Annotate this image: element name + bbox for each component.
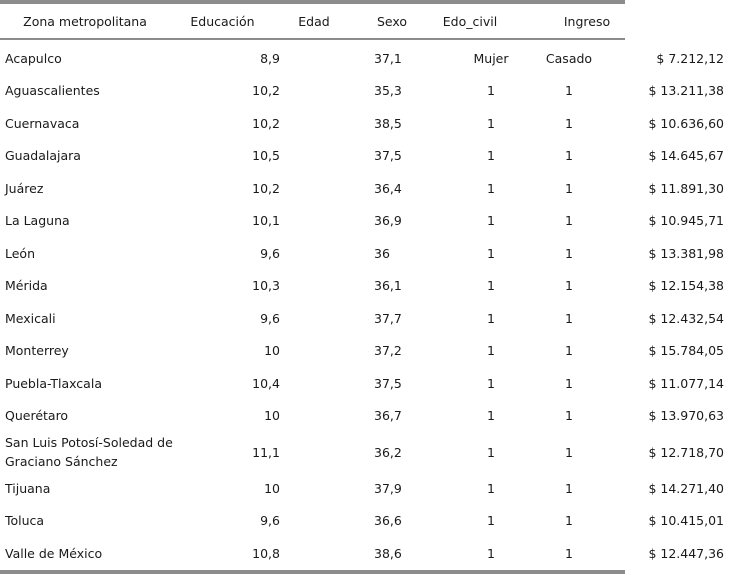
cell-age: 37,5 (374, 148, 402, 164)
cell-income: $ 13.381,98 (648, 245, 724, 261)
cell-sex: 1 (487, 148, 495, 164)
table-row (0, 302, 748, 335)
cell-civil-status: 1 (565, 375, 573, 391)
cell-sex: 1 (487, 83, 495, 99)
cell-education: 10,8 (252, 545, 280, 561)
cell-age: 37,1 (374, 50, 402, 66)
cell-civil-status: 1 (565, 513, 573, 529)
zone-label: Toluca (5, 513, 45, 529)
cell-zone (0, 537, 175, 570)
zone-label: Cuernavaca (5, 115, 80, 131)
cell-zone (0, 367, 175, 400)
cell-civil-status: 1 (565, 343, 573, 359)
table-row (0, 367, 748, 400)
table-row (0, 237, 748, 270)
cell-age: 36,1 (374, 278, 402, 294)
cell-civil-status: 1 (565, 115, 573, 131)
header-sex: Sexo (376, 13, 408, 29)
table-row (0, 75, 748, 108)
cell-civil-status: 1 (565, 83, 573, 99)
cell-sex: 1 (487, 545, 495, 561)
cell-age: 36,4 (374, 180, 402, 196)
cell-civil-status: 1 (565, 180, 573, 196)
cell-civil-status: 1 (565, 213, 573, 229)
zone-label: Guadalajara (5, 148, 81, 164)
table-row (0, 537, 748, 570)
cell-zone (0, 302, 175, 335)
cell-age: 37,2 (374, 343, 402, 359)
cell-education: 10,5 (252, 148, 280, 164)
cell-income: $ 12.154,38 (648, 278, 724, 294)
cell-sex: 1 (487, 444, 495, 460)
zone-label: Mérida (5, 278, 48, 294)
cell-education: 10,3 (252, 278, 280, 294)
cell-income: $ 14.271,40 (648, 480, 724, 496)
table-row (0, 270, 748, 303)
cell-education: 10,2 (252, 115, 280, 131)
cell-education: 10 (264, 343, 280, 359)
cell-age: 37,7 (374, 310, 402, 326)
cell-income: $ 12.447,36 (648, 545, 724, 561)
table-body (0, 40, 748, 570)
cell-income: $ 10.415,01 (648, 513, 724, 529)
header-income: Ingreso (563, 13, 611, 29)
zone-label: Juárez (5, 180, 44, 196)
cell-zone (0, 335, 175, 368)
cell-education: 11,1 (252, 444, 280, 460)
table-row (0, 335, 748, 368)
cell-age: 36 (374, 245, 390, 261)
metro-zone-table (0, 4, 645, 38)
cell-education: 9,6 (260, 310, 280, 326)
zone-label: La Laguna (5, 213, 70, 229)
cell-zone (0, 432, 175, 472)
cell-income: $ 12.432,54 (648, 310, 724, 326)
cell-civil-status: 1 (565, 545, 573, 561)
table-row (0, 432, 748, 472)
cell-education: 10,2 (252, 83, 280, 99)
header-civil-status: Edo_civil (442, 13, 498, 29)
zone-label: Tijuana (5, 480, 51, 496)
cell-zone (0, 270, 175, 303)
cell-zone (0, 400, 175, 433)
cell-sex: 1 (487, 375, 495, 391)
cell-income: $ 12.718,70 (648, 444, 724, 460)
metro-zone-table-body (0, 40, 748, 570)
cell-sex: 1 (487, 213, 495, 229)
zone-label: Mexicali (5, 310, 56, 326)
cell-age: 37,9 (374, 480, 402, 496)
cell-education: 10,4 (252, 375, 280, 391)
cell-zone (0, 505, 175, 538)
cell-age: 36,7 (374, 408, 402, 424)
cell-zone (0, 237, 175, 270)
cell-education: 9,6 (260, 245, 280, 261)
zone-label: San Luis Potosí-Soledad de Graciano Sánchez (5, 435, 173, 469)
cell-income: $ 10.945,71 (648, 213, 724, 229)
cell-civil-status: 1 (565, 310, 573, 326)
cell-age: 35,3 (374, 83, 402, 99)
cell-age: 36,9 (374, 213, 402, 229)
zone-label: Monterrey (5, 343, 69, 359)
cell-education: 10,2 (252, 180, 280, 196)
table-row (0, 205, 748, 238)
cell-education: 10 (264, 408, 280, 424)
cell-income: $ 10.636,60 (648, 115, 724, 131)
cell-sex: Mujer (473, 50, 509, 66)
table-row (0, 140, 748, 173)
header-zone: Zona metropolitana (23, 13, 147, 29)
cell-zone (0, 75, 175, 108)
zone-label: Aguascalientes (5, 83, 100, 99)
cell-zone (0, 140, 175, 173)
cell-zone (0, 472, 175, 505)
cell-sex: 1 (487, 513, 495, 529)
table-bottom-rule (0, 570, 625, 574)
cell-age: 37,5 (374, 375, 402, 391)
cell-income: $ 13.211,38 (648, 83, 724, 99)
table-row (0, 172, 748, 205)
cell-civil-status: 1 (565, 148, 573, 164)
cell-civil-status: 1 (565, 278, 573, 294)
cell-zone (0, 205, 175, 238)
cell-sex: 1 (487, 180, 495, 196)
cell-sex: 1 (487, 245, 495, 261)
cell-education: 8,9 (260, 50, 280, 66)
cell-civil-status: 1 (565, 444, 573, 460)
zone-label: Valle de México (5, 545, 103, 561)
header-age: Edad (298, 13, 330, 29)
table-header (0, 4, 645, 38)
zone-label: Querétaro (5, 408, 69, 424)
cell-income: $ 15.784,05 (648, 343, 724, 359)
cell-income: $ 13.970,63 (648, 408, 724, 424)
cell-income: $ 11.077,14 (648, 375, 724, 391)
cell-civil-status: Casado (545, 50, 593, 66)
cell-age: 38,6 (374, 545, 402, 561)
cell-civil-status: 1 (565, 245, 573, 261)
header-education: Educación (190, 13, 255, 29)
cell-sex: 1 (487, 343, 495, 359)
cell-education: 9,6 (260, 513, 280, 529)
cell-income: $ 11.891,30 (648, 180, 724, 196)
header-row (0, 4, 645, 38)
cell-sex: 1 (487, 408, 495, 424)
table-row (0, 40, 748, 75)
table-row (0, 472, 748, 505)
cell-age: 38,5 (374, 115, 402, 131)
cell-civil-status: 1 (565, 480, 573, 496)
cell-sex: 1 (487, 310, 495, 326)
cell-education: 10,1 (252, 213, 280, 229)
cell-civil-status: 1 (565, 408, 573, 424)
cell-sex: 1 (487, 480, 495, 496)
cell-zone (0, 40, 175, 75)
cell-zone (0, 107, 175, 140)
zone-label: Acapulco (5, 50, 62, 66)
cell-income: $ 14.645,67 (648, 148, 724, 164)
cell-age: 36,2 (374, 444, 402, 460)
cell-income: $ 7.212,12 (656, 50, 724, 66)
cell-sex: 1 (487, 115, 495, 131)
zone-label: León (5, 245, 36, 261)
cell-age: 36,6 (374, 513, 402, 529)
table-row (0, 400, 748, 433)
table-row (0, 505, 748, 538)
cell-sex: 1 (487, 278, 495, 294)
zone-label: Puebla-Tlaxcala (5, 375, 102, 391)
cell-education: 10 (264, 480, 280, 496)
table-row (0, 107, 748, 140)
cell-zone (0, 172, 175, 205)
